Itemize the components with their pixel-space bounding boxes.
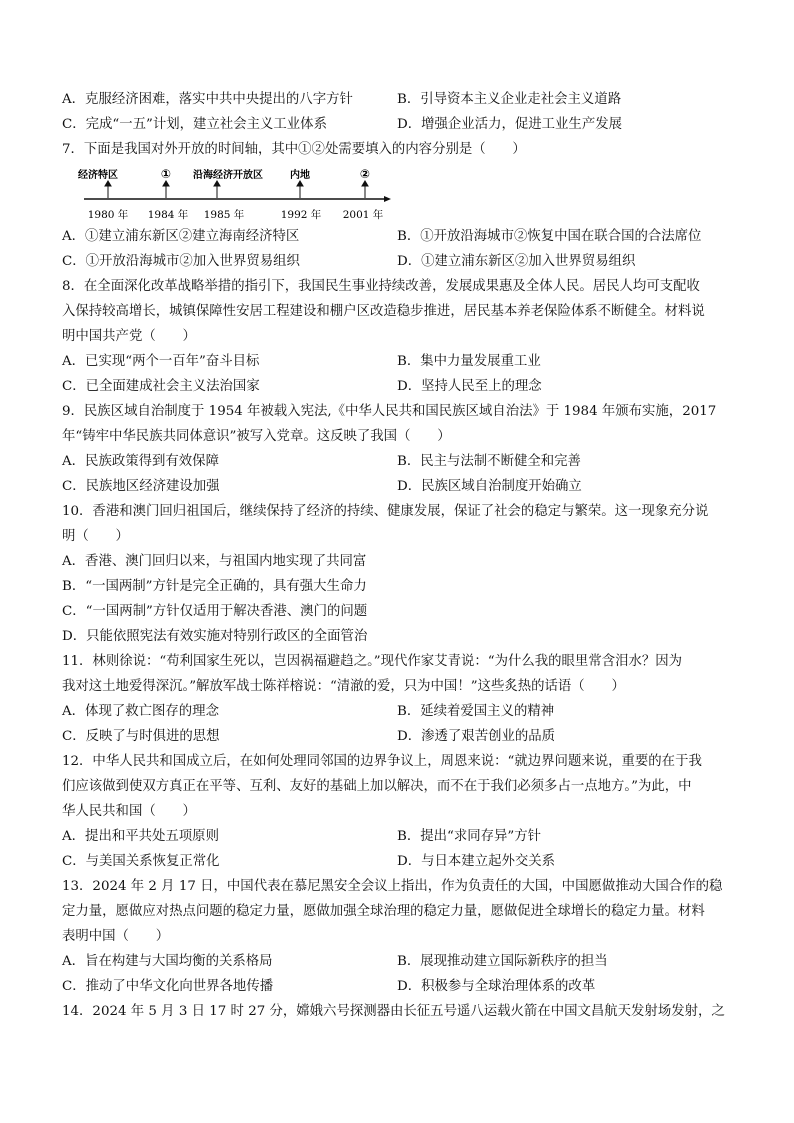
q12-stem-line3: 华人民共和国（ ） [62, 804, 196, 819]
q9-stem-line2: 年“铸牢中华民族共同体意识”被写入党章。这反映了我国（ ） [62, 429, 451, 444]
q11-stem-line2: 我对这土地爱得深沉。”解放军战士陈祥榕说：“清澈的爱，只为中国！”这些炙热的话语（ ） [62, 679, 625, 694]
timeline-label-2: ① [160, 167, 172, 181]
timeline-year-2: 1984 年 [147, 209, 189, 221]
q11-option-c: C．反映了与时俱进的思想 [62, 729, 220, 744]
q8-stem-line2: 入保持较高增长，城镇保障性安居工程建设和棚户区改造稳步推进，居民基本养老保险体系不断健全。材料说 [62, 304, 705, 319]
q11-option-a: A．体现了救亡图存的理念 [62, 704, 219, 719]
q9-option-a: A．民族政策得到有效保障 [62, 454, 219, 469]
timeline-label-4: 内地 [290, 170, 310, 181]
timeline-arrows [105, 181, 368, 198]
q11-option-d: D．渗透了艰苦创业的品质 [397, 729, 556, 744]
q13-option-a: A．旨在构建与大国均衡的关系格局 [62, 954, 273, 969]
q6-option-d: D．增强企业活力，促进工业生产发展 [397, 117, 622, 132]
q10-stem-line2: 明（ ） [62, 529, 129, 544]
q10-stem-line1: 10．香港和澳门回归祖国后，继续保持了经济的持续、健康发展，保证了社会的稳定与繁荣。这一现象充分说 [62, 504, 709, 519]
q12-option-a: A．提出和平共处五项原则 [62, 829, 219, 844]
q7-stem: 7．下面是我国对外开放的时间轴，其中①②处需要填入的内容分别是（ ） [62, 142, 526, 157]
q12-option-c: C．与美国关系恢复正常化 [62, 854, 220, 869]
q8-option-a: A．已实现“两个一百年”奋斗目标 [62, 354, 260, 369]
timeline-year-1: 1980 年 [87, 209, 129, 221]
timeline-axis-arrowhead [384, 196, 391, 202]
q13-stem-line3: 表明中国（ ） [62, 929, 170, 944]
q10-option-a: A．香港、澳门回归以来，与祖国内地实现了共同富 [62, 554, 367, 569]
q8-stem-line1: 8．在全面深化改革战略举措的指引下，我国民生事业持续改善，发展成果惠及全体人民。居民人均可支配收 [62, 279, 700, 294]
q8-option-b: B．集中力量发展重工业 [397, 354, 541, 369]
q13-option-c: C．推动了中华文化向世界各地传播 [62, 979, 274, 994]
q7-option-d: D．①建立浦东新区②加入世界贸易组织 [397, 254, 636, 269]
q9-option-d: D．民族区域自治制度开始确立 [397, 479, 582, 494]
q8-option-c: C．已全面建成社会主义法治国家 [62, 379, 260, 394]
q9-option-c: C．民族地区经济建设加强 [62, 479, 220, 494]
q14-stem-line1: 14．2024 年 5 月 3 日 17 时 27 分，嫦娥六号探测器由长征五号遥八运载火箭在中国文昌航天发射场发射，之 [62, 1004, 725, 1019]
q6-option-b: B．引导资本主义企业走社会主义道路 [397, 92, 622, 107]
q8-option-d: D．坚持人民至上的理念 [397, 379, 542, 394]
q6-option-c: C．完成“一五”计划，建立社会主义工业体系 [62, 117, 327, 132]
q7-option-a: A．①建立浦东新区②建立海南经济特区 [62, 229, 300, 244]
timeline-label-5: ② [359, 167, 371, 181]
q7-option-c: C．①开放沿海城市②加入世界贸易组织 [62, 254, 300, 269]
q10-option-d: D．只能依照宪法有效实施对特别行政区的全面管治 [62, 629, 368, 644]
q10-option-b: B．“一国两制”方针是完全正确的，具有强大生命力 [62, 579, 367, 594]
q7-timeline [78, 165, 398, 225]
q13-option-d: D．积极参与全球治理体系的改革 [397, 979, 596, 994]
q7-option-b: B．①开放沿海城市②恢复中国在联合国的合法席位 [397, 229, 702, 244]
q13-option-b: B．展现推动建立国际新秩序的担当 [397, 954, 608, 969]
q6-option-a: A．克服经济困难，落实中共中央提出的八字方针 [62, 92, 353, 107]
q9-stem-line1: 9．民族区域自治制度于 1954 年被载入宪法,《中华人民共和国民族区域自治法》于 1984 年颁布实施，2017 [62, 404, 717, 419]
q13-stem-line1: 13．2024 年 2 月 17 日，中国代表在慕尼黑安全会议上指出，作为负责任的大国，中国愿做推动大国合作的稳 [62, 879, 723, 894]
q12-stem-line2: 们应该做到使双方真正在平等、互利、友好的基础上加以解决，而不在于我们必须多占一点地方。”为此，中 [62, 779, 692, 794]
q10-option-c: C．“一国两制”方针仅适用于解决香港、澳门的问题 [62, 604, 368, 619]
q12-option-d: D．与日本建立起外交关系 [397, 854, 556, 869]
q13-stem-line2: 定力量，愿做应对热点问题的稳定力量，愿做加强全球治理的稳定力量，愿做促进全球增长的稳定力量。材料 [62, 904, 705, 919]
timeline-year-3: 1985 年 [203, 209, 245, 221]
timeline-label-3: 沿海经济开放区 [193, 170, 263, 181]
timeline-year-5: 2001 年 [342, 209, 384, 221]
q11-stem-line1: 11．林则徐说：“苟利国家生死以，岂因祸福避趋之。”现代作家艾青说：“为什么我的眼里常含泪水？因为 [62, 654, 683, 669]
q12-stem-line1: 12．中华人民共和国成立后，在如何处理同邻国的边界争议上，周恩来说：“就边界问题来说，重要的在于我 [62, 754, 702, 769]
q8-stem-line3: 明中国共产党（ ） [62, 329, 196, 344]
q12-option-b: B．提出“求同存异”方针 [397, 829, 542, 844]
q9-option-b: B．民主与法制不断健全和完善 [397, 454, 581, 469]
q11-option-b: B．延续着爱国主义的精神 [397, 704, 555, 719]
timeline-label-1: 经济特区 [78, 170, 118, 181]
timeline-year-4: 1992 年 [280, 209, 322, 221]
